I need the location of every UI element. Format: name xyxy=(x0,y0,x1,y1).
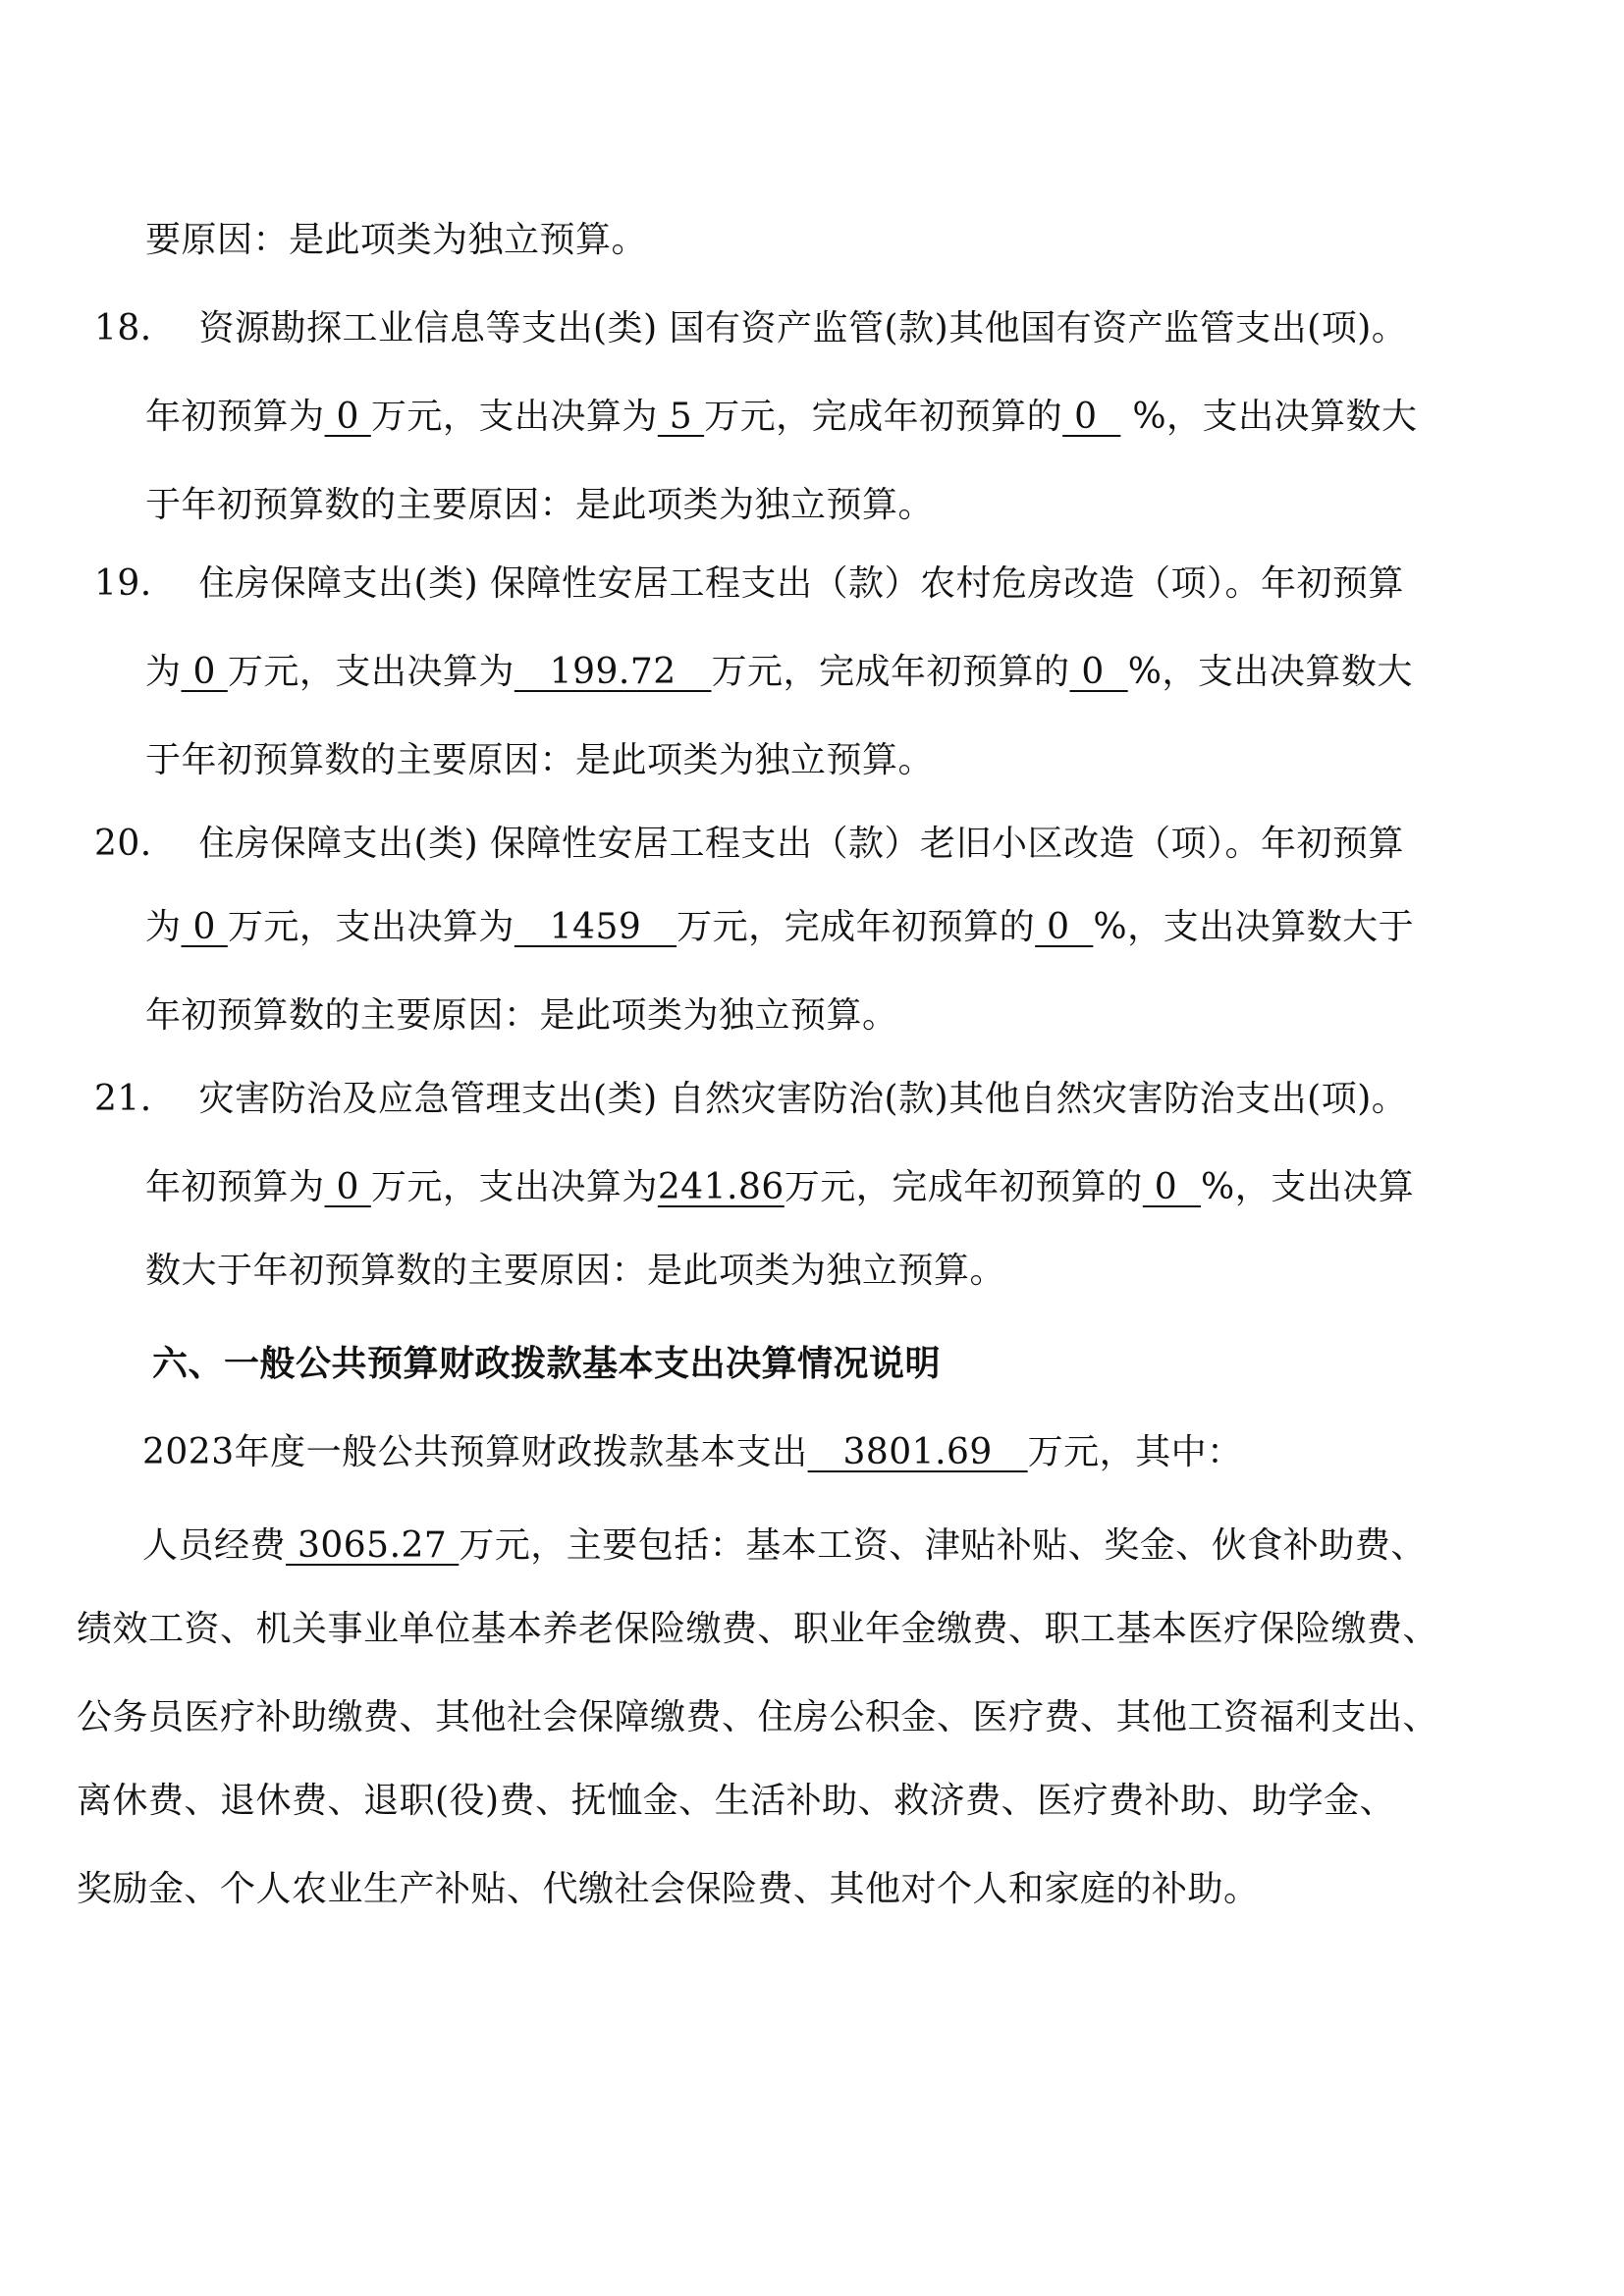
item-21-heading xyxy=(94,1070,1407,1129)
text-segment: 万元，其中： xyxy=(1027,1432,1243,1472)
text-segment: %，支出决算 xyxy=(1201,1167,1415,1207)
item-19-heading xyxy=(94,555,1404,614)
item-20-reason-line xyxy=(145,987,898,1045)
text-segment: 万元，支出决算为 xyxy=(227,652,514,692)
text-segment: 18. 资源勘探工业信息等支出(类) 国有资产监管(款)其他国有资产监管支出(项)。 xyxy=(94,308,1408,348)
text-segment: %，支出决算数大 xyxy=(1127,652,1413,692)
underlined-value: 3801.69 xyxy=(807,1432,1028,1472)
item-18-reason-line xyxy=(145,476,934,535)
item-20-budget-line xyxy=(145,898,1414,957)
text-segment: 六、一般公共预算财政拨款基本支出决算情况说明 xyxy=(152,1344,942,1384)
underlined-value: 0 xyxy=(181,907,228,947)
underlined-value: 5 xyxy=(657,397,705,437)
item-18-heading xyxy=(94,299,1407,358)
text-segment: 万元，完成年初预算的 xyxy=(784,1167,1143,1207)
item-20-heading xyxy=(94,815,1404,874)
text-line-1 xyxy=(145,211,647,270)
text-segment: 21. 灾害防治及应急管理支出(类) 自然灾害防治(款)其他自然灾害防治支出(项)。 xyxy=(94,1079,1408,1119)
underlined-value: 0 xyxy=(324,397,371,437)
text-segment: 2023年度一般公共预算财政拨款基本支出 xyxy=(142,1432,808,1472)
text-segment: 万元，支出决算为 xyxy=(227,907,514,947)
underlined-value: 0 xyxy=(1062,397,1121,437)
text-segment: %，支出决算数大 xyxy=(1120,397,1418,437)
personnel-cost-detail-2 xyxy=(77,1688,1438,1747)
underlined-value: 3065.27 xyxy=(286,1525,460,1566)
underlined-value: 0 xyxy=(1142,1167,1202,1207)
underlined-value: 199.72 xyxy=(514,652,712,692)
text-segment: 于年初预算数的主要原因：是此项类为独立预算。 xyxy=(145,740,935,780)
text-segment: 人员经费 xyxy=(142,1525,287,1566)
underlined-value: 241.86 xyxy=(657,1167,785,1207)
personnel-cost-detail-4 xyxy=(77,1860,1260,1919)
text-segment: 公务员医疗补助缴费、其他社会保障缴费、住房公积金、医疗费、其他工资福利支出、 xyxy=(77,1697,1439,1737)
item-21-reason-line xyxy=(145,1242,1005,1301)
underlined-value: 0 xyxy=(181,652,228,692)
underlined-value: 1459 xyxy=(514,907,677,947)
text-segment: 万元，主要包括：基本工资、津贴补贴、奖金、伙食补助费、 xyxy=(459,1525,1427,1566)
text-segment: 绩效工资、机关事业单位基本养老保险缴费、职业年金缴费、职工基本医疗保险缴费、 xyxy=(77,1609,1439,1649)
text-segment: 19. 住房保障支出(类) 保障性安居工程支出（款）农村危房改造（项）。年初预算 xyxy=(94,563,1405,604)
text-segment: 于年初预算数的主要原因：是此项类为独立预算。 xyxy=(145,485,935,525)
personnel-cost-detail-3 xyxy=(77,1772,1395,1831)
text-segment: 年初预算为 xyxy=(145,1167,325,1207)
text-segment: 奖励金、个人农业生产补贴、代缴社会保险费、其他对个人和家庭的补助。 xyxy=(77,1869,1260,1909)
item-19-reason-line xyxy=(145,731,934,790)
text-segment: 万元，完成年初预算的 xyxy=(711,652,1070,692)
personnel-cost-line xyxy=(142,1517,1427,1575)
text-segment: 万元，完成年初预算的 xyxy=(677,907,1036,947)
text-segment: 年初预算为 xyxy=(145,397,325,437)
basic-expenditure-line xyxy=(142,1423,1243,1482)
text-segment: 年初预算数的主要原因：是此项类为独立预算。 xyxy=(145,995,898,1036)
text-segment: 为 xyxy=(145,907,182,947)
underlined-value: 0 xyxy=(1069,652,1128,692)
section-6-heading xyxy=(152,1335,941,1394)
text-segment: 数大于年初预算数的主要原因：是此项类为独立预算。 xyxy=(145,1251,1006,1291)
underlined-value: 0 xyxy=(324,1167,371,1207)
text-segment: 要原因：是此项类为独立预算。 xyxy=(145,220,648,260)
item-21-budget-line xyxy=(145,1158,1414,1217)
text-segment: 万元，支出决算为 xyxy=(370,397,658,437)
text-segment: %，支出决算数大于 xyxy=(1093,907,1415,947)
item-19-budget-line xyxy=(145,643,1413,702)
text-segment: 万元，支出决算为 xyxy=(370,1167,658,1207)
text-segment: 20. 住房保障支出(类) 保障性安居工程支出（款）老旧小区改造（项）。年初预算 xyxy=(94,824,1405,864)
text-segment: 万元，完成年初预算的 xyxy=(704,397,1063,437)
item-18-budget-line xyxy=(145,388,1418,447)
text-segment: 为 xyxy=(145,652,182,692)
personnel-cost-detail-1 xyxy=(77,1600,1438,1659)
text-segment: 离休费、退休费、退职(役)费、抚恤金、生活补助、救济费、医疗费补助、助学金、 xyxy=(77,1781,1396,1821)
underlined-value: 0 xyxy=(1035,907,1094,947)
